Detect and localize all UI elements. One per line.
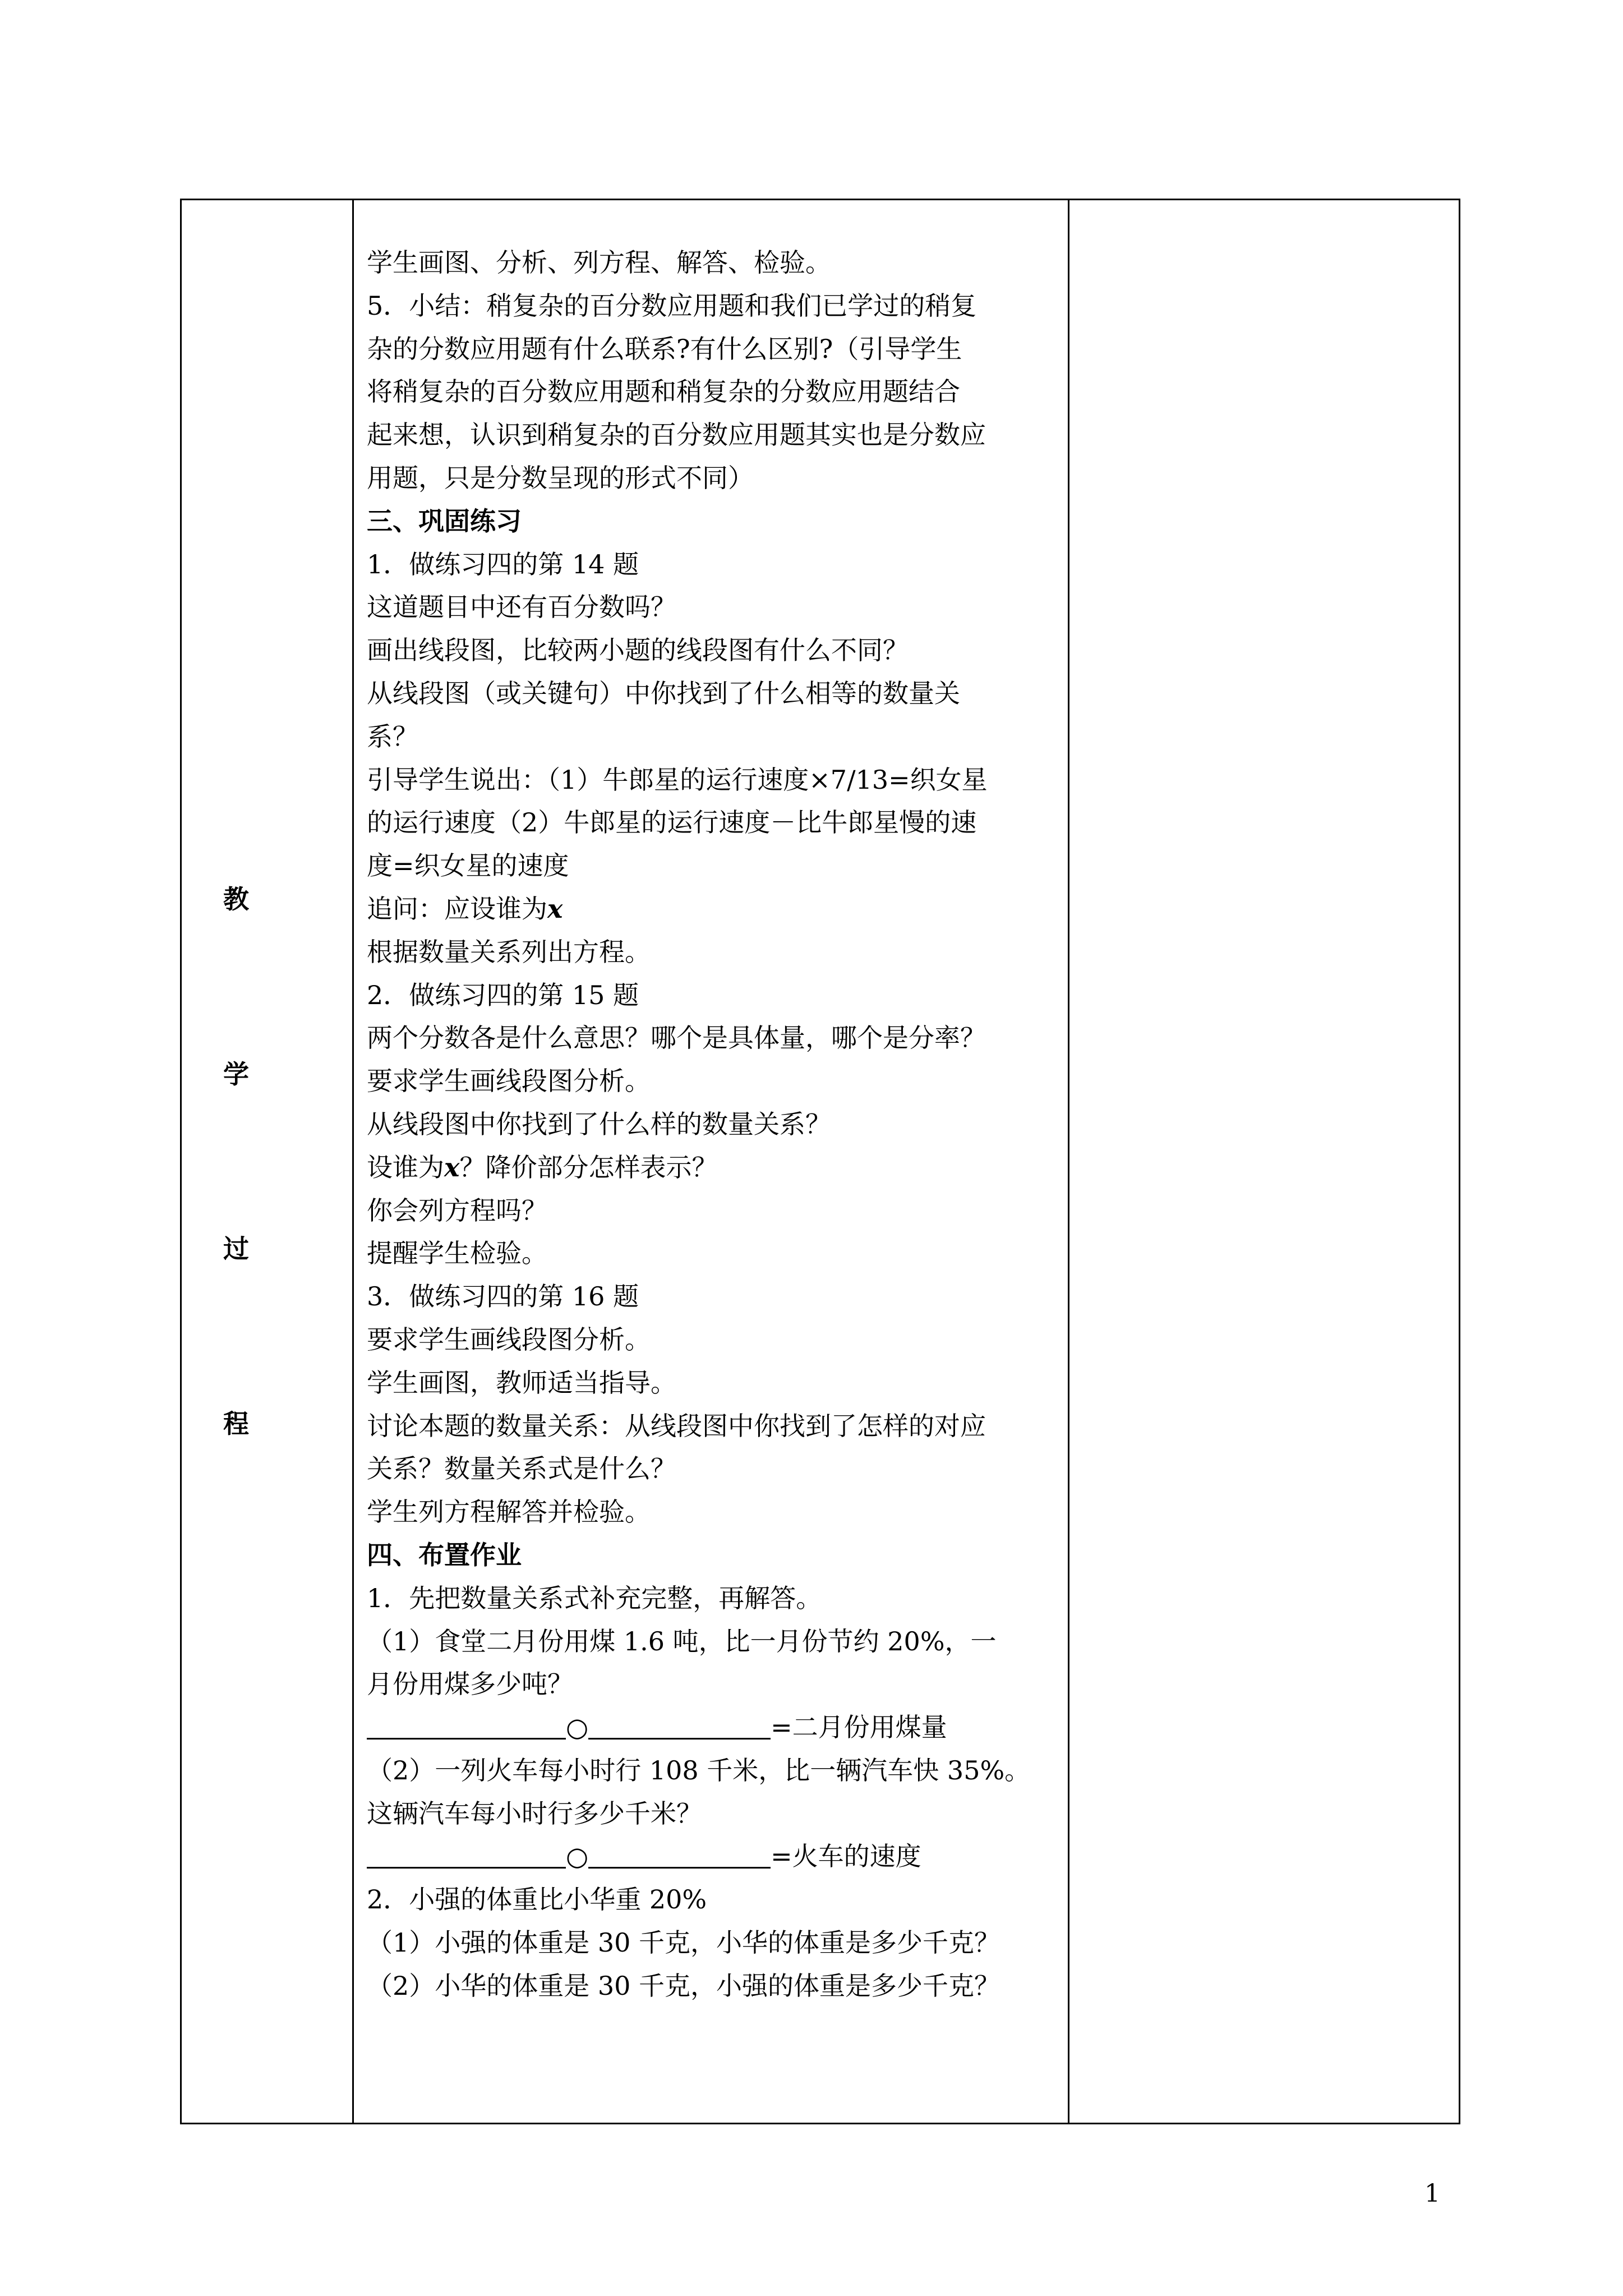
column-divider-left [352,200,354,2123]
content-line [367,1060,1051,1103]
equation-result: =火车的速度 [771,1841,921,1872]
line-text: 2．做练习四的第 15 题 [367,979,639,1010]
content-line [367,413,1051,457]
content-line [367,1490,1051,1534]
line-text: 两个分数各是什么意思？哪个是具体量，哪个是分率？ [367,1023,986,1053]
line-text: 学生画图、分析、列方程、解答、检验。 [367,247,831,278]
line-text: 讨论本题的数量关系：从线段图中你找到了怎样的对应 [367,1410,986,1441]
operator-circle[interactable]: ○ [566,1712,589,1743]
answer-blank[interactable] [367,1838,566,1869]
lesson-content [367,241,1051,2008]
answer-blank[interactable] [367,1709,566,1740]
content-line [367,629,1051,672]
content-line [367,1921,1051,1964]
content-line [367,370,1051,413]
line-text: 根据数量关系列出方程。 [367,936,651,967]
line-text: 度=织女星的速度 [367,850,569,881]
content-line [367,672,1051,715]
side-label-char: 学 [223,1059,249,1089]
content-line [367,1749,1051,1792]
content-line [367,758,1051,802]
content-line [367,586,1051,629]
line-text: 学生画图，教师适当指导。 [367,1367,676,1398]
side-label-char: 教 [223,884,249,914]
content-line [367,1016,1051,1060]
fill-in-line [367,1835,1051,1878]
content-line [367,1577,1051,1620]
content-line [367,974,1051,1017]
line-text: （1）食堂二月份用煤 1.6 吨，比一月份节约 20%，一 [367,1626,997,1657]
content-line [367,457,1051,500]
line-text: 3．做练习四的第 16 题 [367,1281,639,1312]
line-text: 要求学生画线段图分析。 [367,1324,651,1355]
line-text: 5．小结：稍复杂的百分数应用题和我们已学过的稍复 [367,290,977,321]
line-text: 杂的分数应用题有什么联系?有什么区别?（引导学生 [367,333,962,364]
content-line [367,1232,1051,1275]
page-number: 1 [1424,2179,1440,2208]
line-text: 用题，只是分数呈现的形式不同） [367,462,754,493]
content-line [367,715,1051,758]
line-text: （1）小强的体重是 30 千克，小华的体重是多少千克？ [367,1927,1000,1958]
content-line [367,844,1051,887]
content-line [367,1275,1051,1318]
line-text: 系？ [367,721,418,752]
line-text: 的运行速度（2）牛郎星的运行速度－比牛郎星慢的速 [367,807,977,838]
line-text: （2）一列火车每小时行 108 千米，比一辆汽车快 35%。 [367,1755,1031,1786]
content-line [367,328,1051,371]
line-text: 引导学生说出：（1）牛郎星的运行速度×7/13=织女星 [367,764,988,795]
content-line [367,241,1051,284]
answer-blank[interactable] [588,1838,771,1869]
line-text: 设谁为 [367,1152,444,1182]
line-text: 从线段图中你找到了什么样的数量关系？ [367,1108,831,1139]
side-label-char: 程 [223,1409,249,1439]
column-divider-right [1068,200,1069,2123]
content-line [367,284,1051,328]
line-text: 关系？数量关系式是什么？ [367,1453,676,1484]
line-text: 月份用煤多少吨？ [367,1669,573,1700]
answer-blank[interactable] [588,1709,771,1740]
content-line [367,887,1051,931]
line-text: 要求学生画线段图分析。 [367,1066,651,1097]
content-line [367,1189,1051,1232]
line-text-after: ？降价部分怎样表示？ [459,1152,718,1182]
line-text: 将稍复杂的百分数应用题和稍复杂的分数应用题结合 [367,376,960,407]
content-line [367,1663,1051,1706]
line-text: 起来想，认识到稍复杂的百分数应用题其实也是分数应 [367,420,986,450]
content-line [367,1620,1051,1663]
line-text: （2）小华的体重是 30 千克，小强的体重是多少千克？ [367,1970,1000,2001]
line-text: 这道题目中还有百分数吗？ [367,592,676,623]
content-line [367,1964,1051,2008]
content-line [367,1361,1051,1405]
variable-x: x [547,893,563,924]
content-line [367,1103,1051,1146]
content-line [367,1405,1051,1448]
line-text: 学生列方程解答并检验。 [367,1497,651,1527]
content-line [367,1792,1051,1835]
line-text: 画出线段图，比较两小题的线段图有什么不同？ [367,635,909,666]
section-heading [367,500,1051,543]
line-text: 四、布置作业 [367,1539,522,1570]
fill-in-line [367,1706,1051,1749]
line-text: 从线段图（或关键句）中你找到了什么相等的数量关 [367,678,960,708]
content-line [367,1447,1051,1490]
side-label-char: 过 [223,1234,249,1264]
content-line [367,1146,1051,1189]
content-line [367,543,1051,586]
content-line [367,1318,1051,1361]
operator-circle[interactable]: ○ [566,1841,589,1872]
content-line [367,1878,1051,1921]
content-line [367,931,1051,974]
line-text: 这辆汽车每小时行多少千米？ [367,1798,702,1829]
equation-result: =二月份用煤量 [771,1712,947,1743]
content-line [367,801,1051,844]
line-text: 1．做练习四的第 14 题 [367,549,639,579]
line-text: 1．先把数量关系式补充完整，再解答。 [367,1582,822,1613]
line-text: 你会列方程吗？ [367,1195,547,1226]
line-text: 追问：应设谁为 [367,893,547,924]
variable-x: x [444,1152,460,1182]
line-text: 2．小强的体重比小华重 20% [367,1884,707,1915]
section-heading [367,1534,1051,1577]
line-text: 三、巩固练习 [367,505,522,536]
line-text: 提醒学生检验。 [367,1238,547,1269]
